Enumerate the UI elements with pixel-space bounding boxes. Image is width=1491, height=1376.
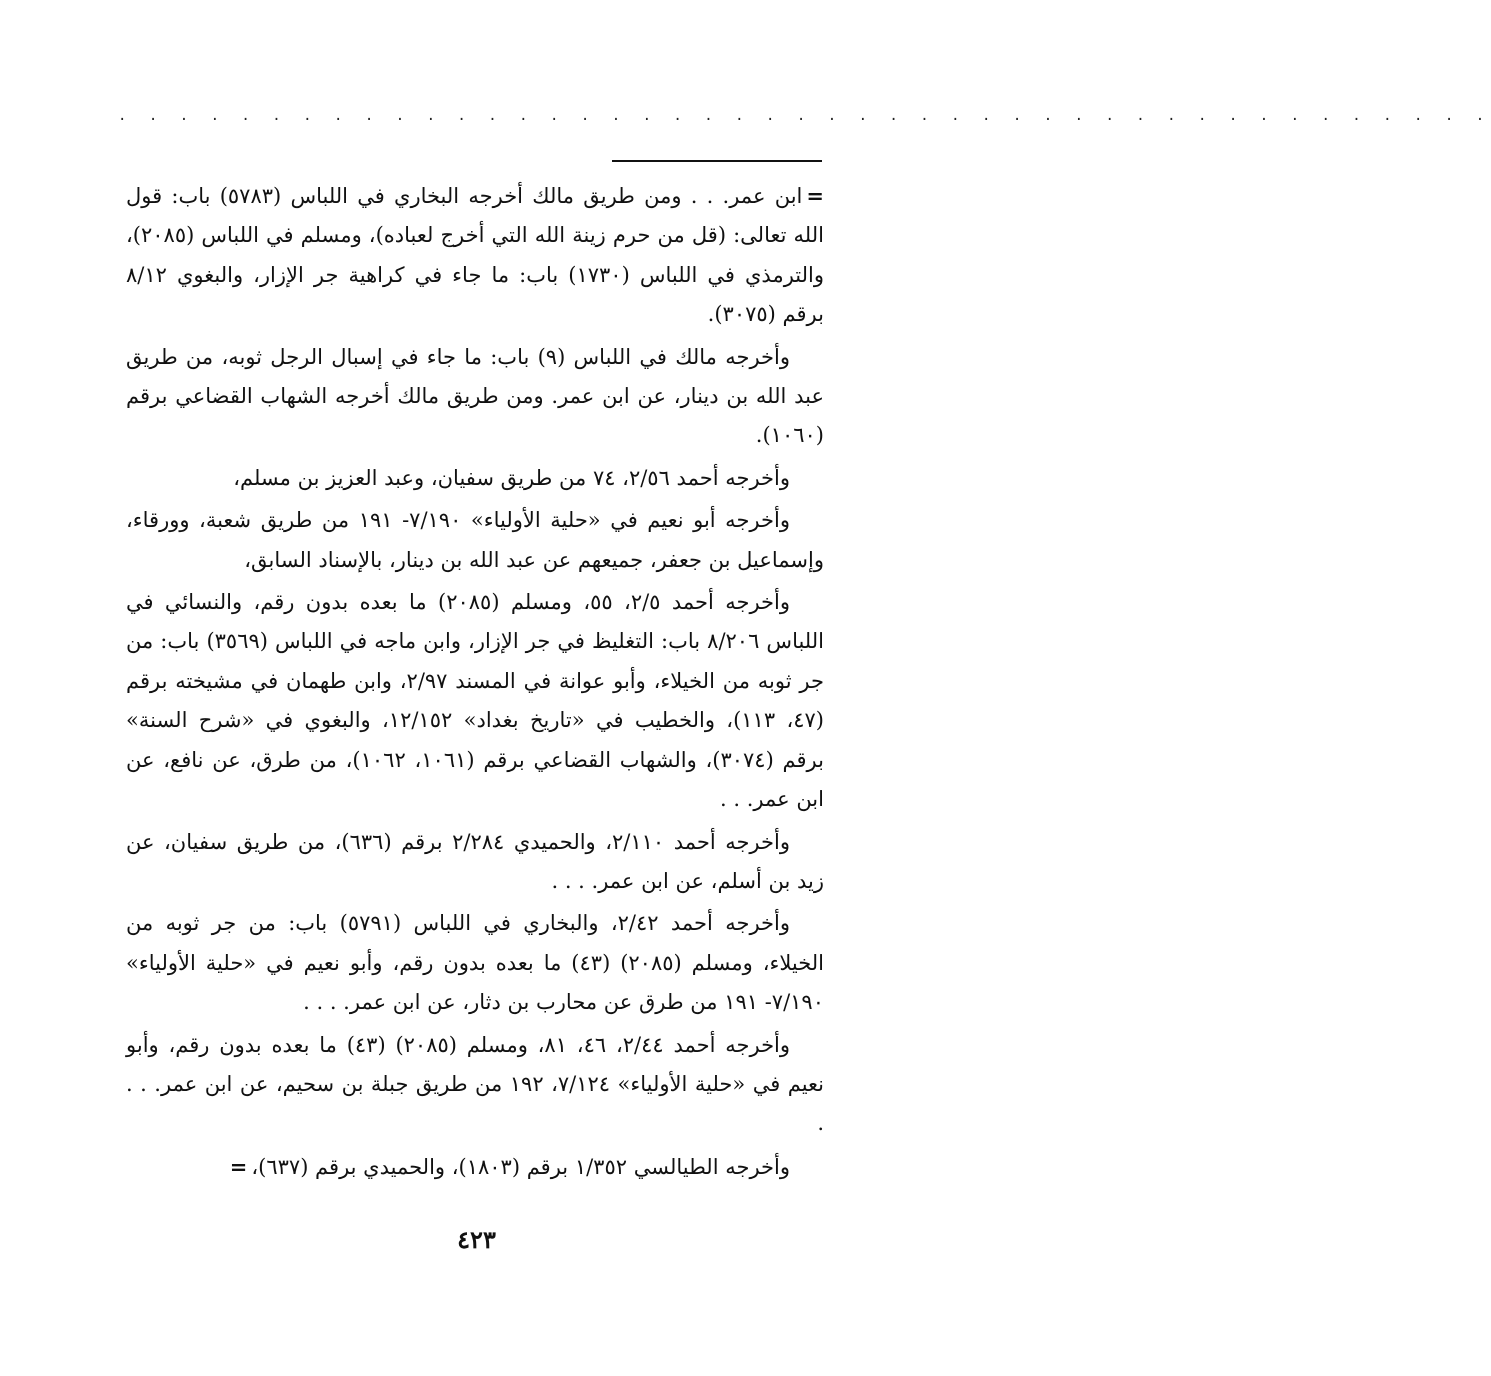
continuation-marker: =: [806, 183, 824, 208]
footnote-paragraph-8: وأخرجه أحمد ٢/٤٤، ٤٦، ٨١، ومسلم (٢٠٨٥) (٤٣) ما بعده بدون رقم، وأبو نعيم في «حلية الأولياء» ٧/١٢٤، ١٩٢ من طريق جبلة بن سحيم، عن ابن عمر. . . .: [126, 1032, 825, 1136]
footnotes-block: [126, 176, 824, 1190]
footnote-paragraph-6: وأخرجه أحمد ٢/١١٠، والحميدي ٢/٢٨٤ برقم (٦٣٦)، من طريق سفيان، عن زيد بن أسلم، عن ابن عمر. . . .: [126, 829, 824, 893]
footnote-rule: [612, 160, 822, 162]
page-number: ٤٢٣: [457, 1225, 496, 1254]
footnote-text: ابن عمر. . . ومن طريق مالك أخرجه البخاري في اللباس (٥٧٨٣) باب: قول الله تعالى: (قل من حرم زينة الله التي أخرج لعباده)، ومسلم في اللباس (٢٠٨٥)، والترمذي في اللباس (١٧٣٠) باب: ما جاء في كراهية جر الإزار، والبغوي ٨/١٢ برقم (٣٠٧٥).: [126, 184, 824, 327]
footnote-paragraph-1: [126, 176, 824, 335]
footnote-paragraph-3: وأخرجه أحمد ٢/٥٦، ٧٤ من طريق سفيان، وعبد العزيز بن مسلم،: [233, 465, 790, 490]
continuation-marker: =: [229, 1153, 248, 1179]
footnote-paragraph-2: وأخرجه مالك في اللباس (٩) باب: ما جاء في إسبال الرجل ثوبه، من طريق عبد الله بن دينار، عن ابن عمر. ومن طريق مالك أخرجه الشهاب القضاعي برقم (١٠٦٠).: [126, 344, 824, 448]
footnote-paragraph-5: وأخرجه أحمد ٢/٥، ٥٥، ومسلم (٢٠٨٥) ما بعده بدون رقم، والنسائي في اللباس ٨/٢٠٦ باب: التغليظ في جر الإزار، وابن ماجه في اللباس (٣٥٦٩) باب: من جر ثوبه من الخيلاء، وأبو عوانة في المسند ٢/٩٧، وابن طهمان في مشيخته برقم (٤٧، ١١٣)، والخطيب في «تاريخ بغداد» ١٢/١٥٢، والبغوي في «شرح السنة» برقم (٣٠٧٤)، والشهاب القضاعي برقم (١٠٦١، ١٠٦٢)، من طرق، عن نافع، عن ابن عمر. . .: [126, 590, 824, 812]
footnote-paragraph-4: وأخرجه أبو نعيم في «حلية الأولياء» ٧/١٩٠- ١٩١ من طريق شعبة، وورقاء، وإسماعيل بن جعفر، جميعهم عن عبد الله بن دينار، بالإسناد السابق،: [126, 508, 824, 572]
footnote-paragraph-7: وأخرجه أحمد ٢/٤٢، والبخاري في اللباس (٥٧٩١) باب: من جر ثوبه من الخيلاء، ومسلم (٢٠٨٥) (٤٣) ما بعده بدون رقم، وأبو نعيم في «حلية الأولياء» ٧/١٩٠- ١٩١ من طرق عن محارب بن دثار، عن ابن عمر. . . .: [126, 911, 824, 1015]
separator-dots: . . . . . . . . . . . . . . . . . . . . . . . . . . . . . . . . . . . . . . . . . . . . .: [118, 108, 1491, 124]
footnote-text: وأخرجه الطيالسي ١/٣٥٢ برقم (١٨٠٣)، والحميدي برقم (٦٣٧)،: [251, 1154, 790, 1179]
footnote-paragraph-9: [126, 1147, 824, 1187]
